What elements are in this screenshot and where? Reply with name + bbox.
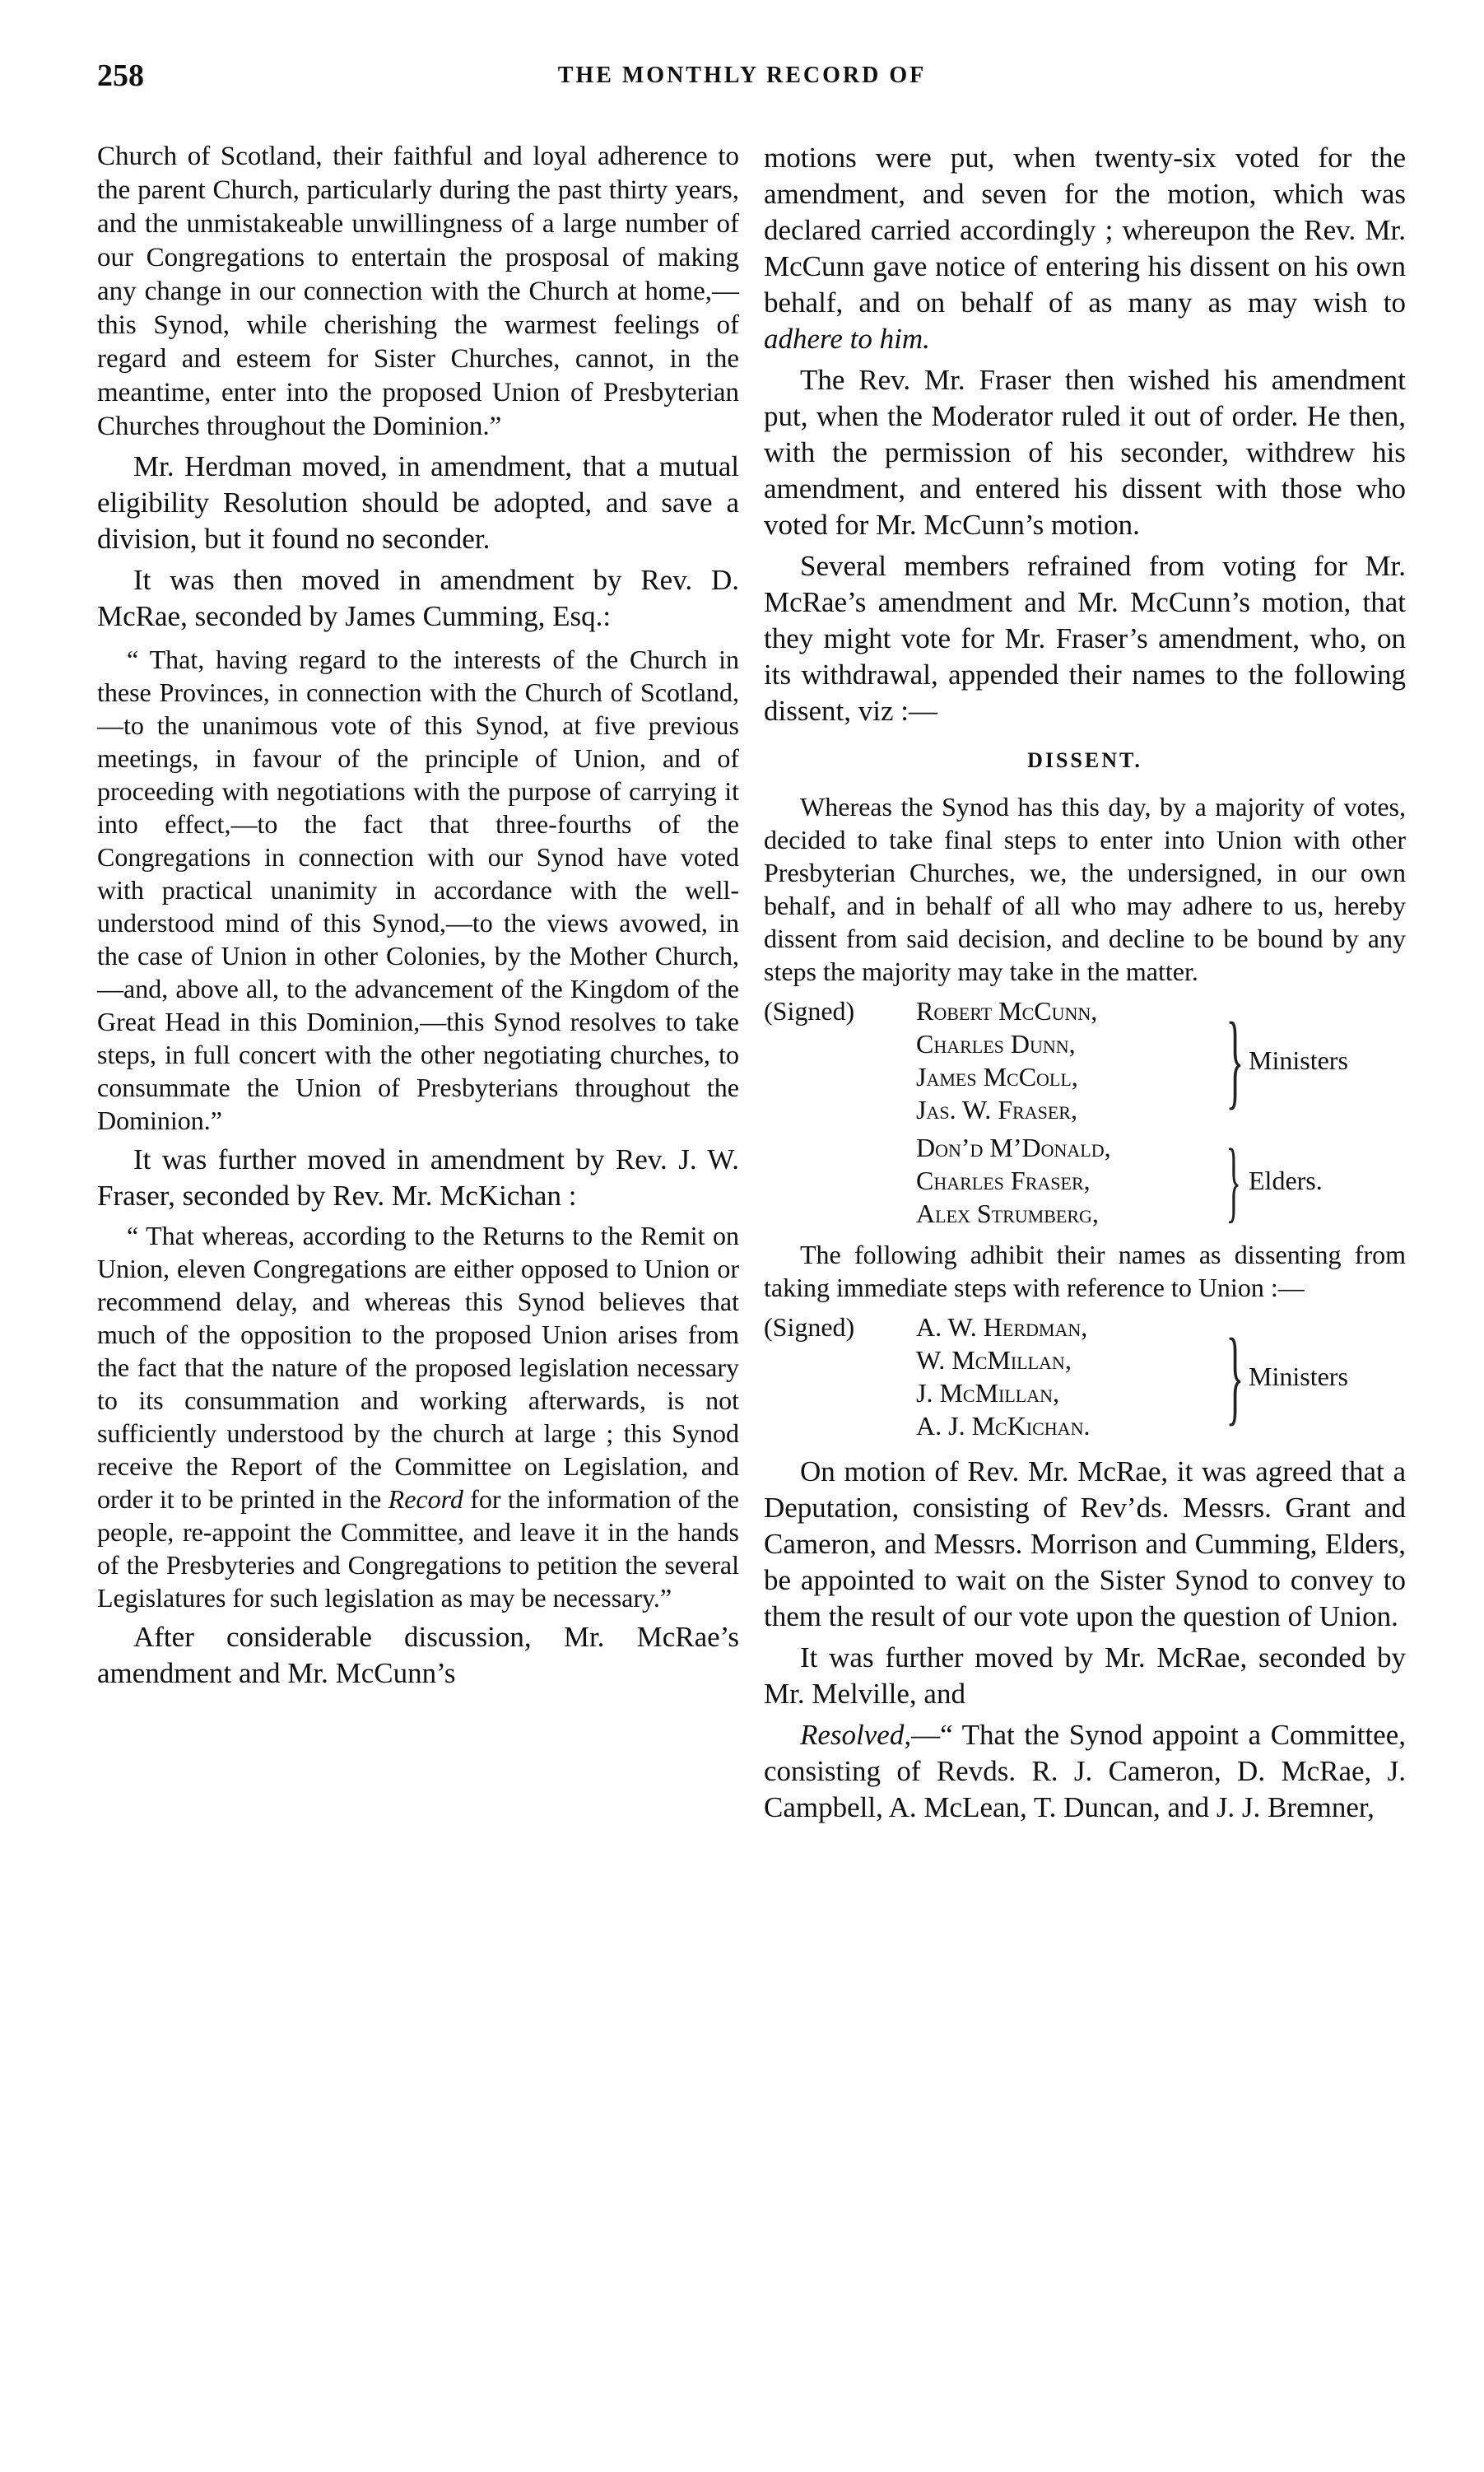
dissent-text: Whereas the Synod has this day, by a majority of votes, decided to take final steps to enter into Union with other Presbyterian Churches, we, the undersigned, in our own behalf, and in behalf of all who may adhere to us, hereby dissent from said decision, and decline to be bound by any steps the majority may take in the matter. bbox=[764, 792, 1406, 986]
signature-name: A. W. Herdman, bbox=[916, 1312, 1088, 1342]
brace-icon: } bbox=[1226, 1130, 1241, 1231]
signature-names bbox=[916, 1310, 1221, 1442]
quoted-resolution bbox=[97, 1219, 739, 1614]
signed-label: (Signed) bbox=[764, 996, 855, 1026]
right-column bbox=[764, 140, 1406, 1826]
paragraph-italic: Resolved, bbox=[800, 1719, 912, 1751]
running-title: THE MONTHLY RECORD OF bbox=[557, 63, 927, 88]
signature-group-ministers bbox=[916, 1310, 1406, 1442]
quoted-resolution: “ That, having regard to the interests of the Church in these Provinces, in connection with the Church of Scotland,—to the unanimous vote of this Synod, at five previous meetings, in favour of the principle of Union, and of proceeding with negotiations with the purpose of carrying it into effect,—to the fact that three-fourths of the Congregations in connection with our Synod have voted with practical unanimity in accordance with the well-understood mind of this Synod,—to the views avowed, in the case of Union in other Colonies, by the Mother Church,—and, above all, to the advancement of the Kingdom of the Great Head in this Dominion,—this Synod resolves to take steps, in full concert with the other negotiating churches, to consummate the Union of Presbyterians throughout the Dominion.” bbox=[97, 645, 739, 1135]
signature-name: Don’d M’Donald, bbox=[916, 1133, 1111, 1162]
page-number: 258 bbox=[97, 58, 144, 93]
paragraph bbox=[764, 140, 1406, 357]
signature-name: Charles Fraser, bbox=[916, 1166, 1091, 1195]
signature-name: Alex Strumberg, bbox=[916, 1199, 1099, 1228]
paragraph: Church of Scotland, their faithful and loyal adherence to the parent Church, particularly during the past thirty years, and the unmistakeable unwillingness of a large number of our Congregations to entertain the prosposal of making any change in our connection with the Church at home,—this Synod, while cherishing the warmest feelings of regard and esteem for Sister Churches, cannot, in the meantime, enter into the proposed Union of Presbyterian Churches throughout the Dominion.” bbox=[97, 142, 739, 441]
signature-block bbox=[764, 1310, 1406, 1447]
paragraph: Mr. Herdman moved, in amendment, that a mutual eligibility Resolution should be adopted, and save a division, but it found no seconder. bbox=[97, 450, 739, 555]
left-column bbox=[97, 140, 739, 1692]
signature-block bbox=[764, 994, 1406, 1235]
paragraph: Several members refrained from voting for Mr. McRae’s amendment and Mr. McCunn’s motion, that they might vote for Mr. Fraser’s amendment, who, on its withdrawal, appended their names to the following dissent, viz :— bbox=[764, 550, 1406, 727]
paragraph: After considerable discussion, Mr. McRae’s amendment and Mr. McCunn’s bbox=[97, 1621, 739, 1689]
signature-groups bbox=[916, 994, 1406, 1235]
signature-groups bbox=[916, 1310, 1406, 1447]
paragraph-text: —“ That the Synod appoint a Committee, consisting of Revds. R. J. Cameron, D. McRae, J. Campbell, A. McLean, T. Duncan, and J. J. Bremner, bbox=[764, 1719, 1406, 1823]
paragraph-italic: adhere to him. bbox=[764, 323, 930, 355]
signature-name: Charles Dunn, bbox=[916, 1029, 1076, 1059]
signature-name: A. J. McKichan. bbox=[916, 1411, 1091, 1441]
quote-text: “ That whereas, according to the Returns to the Remit on Union, eleven Congregations are either opposed to Union or recommend delay, and whereas this Synod believes that much of the opposition to the proposed Union arises from the fact that the nature of the proposed legislation necessary to its consummation and working afterwards, is not sufficiently understood by the church at large ; this Synod receive the Report of the Committee on Legislation, and order it to be printed in the bbox=[97, 1221, 739, 1514]
paragraph: It was further moved by Mr. McRae, seconded by Mr. Melville, and bbox=[764, 1641, 1406, 1710]
signature-role: Elders. bbox=[1249, 1166, 1323, 1195]
signature-name: James McColl, bbox=[916, 1062, 1078, 1092]
paragraph-text: motions were put, when twenty-six voted for the amendment, and seven for the motion, which was declared carried accordingly ; whereupon the Rev. Mr. McCunn gave notice of entering his dissent on his own behalf, and on behalf of as many as may wish to bbox=[764, 142, 1406, 319]
brace-icon: } bbox=[1226, 1001, 1244, 1120]
page-header bbox=[97, 58, 1387, 99]
quote-text: for the information of the people, re-appoint the Committee, and leave it in the hands of the Presbyteries and Congregations to petition the several Legislatures for such legislation as may be necessary.” bbox=[97, 1484, 740, 1613]
signed-label: (Signed) bbox=[764, 1312, 855, 1342]
paragraph: On motion of Rev. Mr. McRae, it was agreed that a Deputation, consisting of Rev’ds. Messrs. Grant and Cameron, and Messrs. Morrison and Cumming, Elders, be appointed to wait on the Sister Synod to convey to them the result of our vote upon the question of Union. bbox=[764, 1455, 1406, 1632]
paragraph: It was further moved in amendment by Rev. J. W. Fraser, seconded by Rev. Mr. McKichan : bbox=[97, 1143, 739, 1212]
section-heading: DISSENT. bbox=[1027, 748, 1142, 772]
paragraph: The following adhibit their names as dissenting from taking immediate steps with reference to Union :— bbox=[764, 1240, 1406, 1302]
paragraph bbox=[764, 1717, 1406, 1826]
signature-role: Ministers bbox=[1249, 1045, 1348, 1075]
signature-group-ministers bbox=[916, 994, 1406, 1126]
signature-name: Robert McCunn, bbox=[916, 996, 1098, 1026]
paragraph: It was then moved in amendment by Rev. D. McRae, seconded by James Cumming, Esq.: bbox=[97, 564, 739, 632]
signature-group-elders bbox=[916, 1131, 1406, 1230]
paragraph: The Rev. Mr. Fraser then wished his amendment put, when the Moderator ruled it out of order. He then, with the permission of his seconder, withdrew his amendment, and entered his dissent with those who voted for Mr. McCunn’s motion. bbox=[764, 364, 1406, 541]
quote-italic: Record bbox=[388, 1484, 463, 1514]
signature-role: Ministers bbox=[1249, 1362, 1348, 1391]
signature-name: W. McMillan, bbox=[916, 1345, 1072, 1375]
signature-name: J. McMillan, bbox=[916, 1378, 1060, 1408]
signature-name: Jas. W. Fraser, bbox=[916, 1095, 1077, 1124]
signature-names bbox=[916, 994, 1221, 1126]
brace-icon: } bbox=[1226, 1317, 1244, 1436]
signature-names bbox=[916, 1131, 1221, 1230]
